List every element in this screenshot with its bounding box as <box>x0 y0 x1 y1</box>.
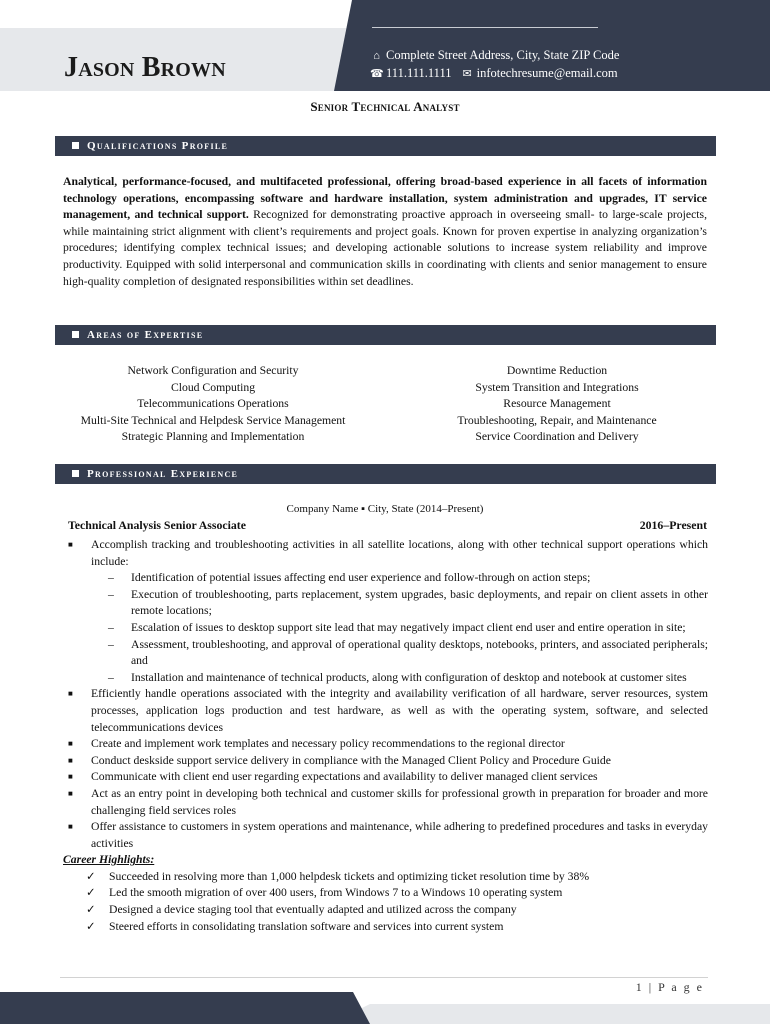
sub-bullet-text: Installation and maintenance of technical products, along with configuration of desktop and notebook at customer sites <box>131 670 687 684</box>
home-icon: ⌂ <box>373 50 380 62</box>
expertise-item: Strategic Planning and Implementation <box>121 430 305 444</box>
sub-list-item <box>108 587 708 620</box>
expertise-item: Network Configuration and Security <box>127 364 299 377</box>
highlight-text: Led the smooth migration of over 400 users, from Windows 7 to a Windows 10 operating system <box>109 886 563 900</box>
sub-bullet-text: Escalation of issues to desktop support site lead that may negatively impact client end user and entire operation in site; <box>131 620 686 634</box>
highlight-item <box>86 902 708 919</box>
email-link[interactable]: infotechresume@email.com <box>476 66 618 80</box>
sub-bullet-text: Execution of troubleshooting, parts replacement, system upgrades, basic deployments, and repair on client assets in other remote locations; <box>131 587 708 618</box>
expertise-item: Telecommunications Operations <box>137 397 289 411</box>
sub-list-item <box>108 620 708 637</box>
list-item <box>68 686 708 736</box>
sub-list-item <box>108 637 708 670</box>
experience-details <box>0 537 770 935</box>
bullet-text: Act as an entry point in developing both technical and customer skills for professional growth in preparation for broader and more challenging field services roles <box>91 786 708 817</box>
highlight-item <box>86 885 708 902</box>
section-title: Professional Experience <box>87 468 239 480</box>
sub-bullet-text: Assessment, troubleshooting, and approval of operational quality desktops, notebooks, printers, and associated peripherals; and <box>131 637 708 668</box>
dash-icon: – <box>108 620 114 634</box>
profile-bold-text: Analytical, performance-focused, and multifaceted professional, offering broad-based experience in all facets of information technology operations, encompassing software and hardware installation, system administration and upgrades, IT service management, and technical support. <box>63 175 707 222</box>
job-title: Senior Technical Analyst <box>310 99 460 114</box>
bullet-text: Conduct deskside support service delivery in compliance with the Managed Client Policy and Procedure Guide <box>91 753 611 767</box>
list-item <box>68 753 708 770</box>
list-item <box>68 769 708 786</box>
footer-divider <box>60 977 708 978</box>
expertise-item: Resource Management <box>503 397 611 411</box>
expertise-item: System Transition and Integrations <box>475 380 639 394</box>
sub-list-item <box>108 670 708 687</box>
list-item <box>68 786 708 819</box>
dash-icon: – <box>108 670 114 684</box>
highlight-item <box>86 919 708 936</box>
sub-list-item <box>108 570 708 587</box>
bullet-square-icon: ■ <box>68 689 73 699</box>
bullet-text: Communicate with client end user regarding expectations and availability to deliver managed client services <box>91 770 598 784</box>
highlight-text: Designed a device staging tool that eventually adapted and utilized across the company <box>109 903 517 917</box>
company-line: Company Name ▪ City, State (2014–Present) <box>286 503 484 515</box>
section-title: Areas of Expertise <box>87 329 204 341</box>
page-number: 1 | P a g e <box>635 980 704 994</box>
bullet-square-icon: ■ <box>68 822 73 832</box>
highlight-text: Steered efforts in consolidating translation software and services into current system <box>109 919 504 933</box>
profile-paragraph <box>63 174 707 290</box>
expertise-item: Downtime Reduction <box>506 364 608 377</box>
list-item <box>68 537 708 570</box>
checkmark-icon: ✓ <box>86 919 96 933</box>
expertise-item: Service Coordination and Delivery <box>475 430 639 444</box>
role-title: Technical Analysis Senior Associate <box>68 518 246 532</box>
highlight-text: Succeeded in resolving more than 1,000 helpdesk tickets and optimizing ticket resolution time by 38% <box>109 869 590 883</box>
profile-text: Recognized for demonstrating proactive approach in overseeing small- to large-scale projects, while maintaining strict alignment with client’s requirements and project goals. Known for proven expertise in analyzing organization’s procedures; identifying complex technical issues; and developing actionable solutions to increase system reliability and improve productivity. Equipped with solid interpersonal and communication skills in coordinating with clients and senior management to ensure high-quality completion of designated responsibilities within set deadlines. <box>63 208 707 288</box>
address-text: Complete Street Address, City, State ZIP Code <box>386 48 620 62</box>
dash-icon: – <box>108 587 114 601</box>
expertise-item: Multi-Site Technical and Helpdesk Service Management <box>80 413 346 427</box>
phone-text: 111.111.1111 <box>386 66 452 80</box>
section-square-icon <box>72 142 79 149</box>
section-title: Qualifications Profile <box>87 140 229 152</box>
role-dates: 2016–Present <box>639 518 707 532</box>
bullet-square-icon: ■ <box>68 540 73 549</box>
expertise-item: Troubleshooting, Repair, and Maintenance <box>457 413 657 427</box>
section-square-icon <box>72 331 79 338</box>
header-divider <box>372 27 598 28</box>
section-square-icon <box>72 470 79 477</box>
phone-icon: ☎ <box>370 68 384 80</box>
list-item <box>68 736 708 753</box>
bullet-text: Efficiently handle operations associated with the integrity and availability verification of all hardware, server resources, system processes, application logs production and test hardware, as well as with the operating system, software, and selected telecommunications devices <box>91 687 708 734</box>
address-line <box>370 47 619 65</box>
career-highlights-title: Career Highlights: <box>63 853 155 867</box>
footer-band-navy <box>0 992 370 1024</box>
highlight-item <box>86 869 708 886</box>
sub-bullet-text: Identification of potential issues affecting end user experience and follow-through on action steps; <box>131 571 591 585</box>
bullet-text: Create and implement work templates and necessary policy recommendations to the regional director <box>91 737 565 751</box>
checkmark-icon: ✓ <box>86 903 96 917</box>
checkmark-icon: ✓ <box>86 886 96 900</box>
expertise-left-column <box>63 363 363 446</box>
bullet-square-icon: ■ <box>68 788 73 798</box>
contact-block <box>370 47 619 83</box>
section-bar-experience <box>55 464 716 484</box>
bullet-square-icon: ■ <box>68 755 73 765</box>
expertise-right-column <box>420 363 694 446</box>
dash-icon: – <box>108 637 114 651</box>
dash-icon: – <box>108 571 114 585</box>
section-bar-expertise <box>55 325 716 345</box>
bullet-square-icon: ■ <box>68 772 73 782</box>
list-item <box>68 819 708 852</box>
phone-email-line <box>370 65 619 83</box>
role-row <box>68 518 707 533</box>
section-bar-qualifications <box>55 136 716 156</box>
bullet-square-icon: ■ <box>68 739 73 749</box>
expertise-item: Cloud Computing <box>170 380 256 394</box>
bullet-text: Offer assistance to customers in system operations and maintenance, while adhering to predefined procedures and tasks in everyday activities <box>91 820 708 850</box>
footer-band-gray <box>330 1004 770 1024</box>
checkmark-icon: ✓ <box>86 869 96 883</box>
candidate-name: Jason Brown <box>64 52 226 83</box>
bullet-text: Accomplish tracking and troubleshooting activities in all satellite locations, along with other technical support operations which include: <box>91 538 708 568</box>
mail-icon: ✉ <box>462 68 472 80</box>
